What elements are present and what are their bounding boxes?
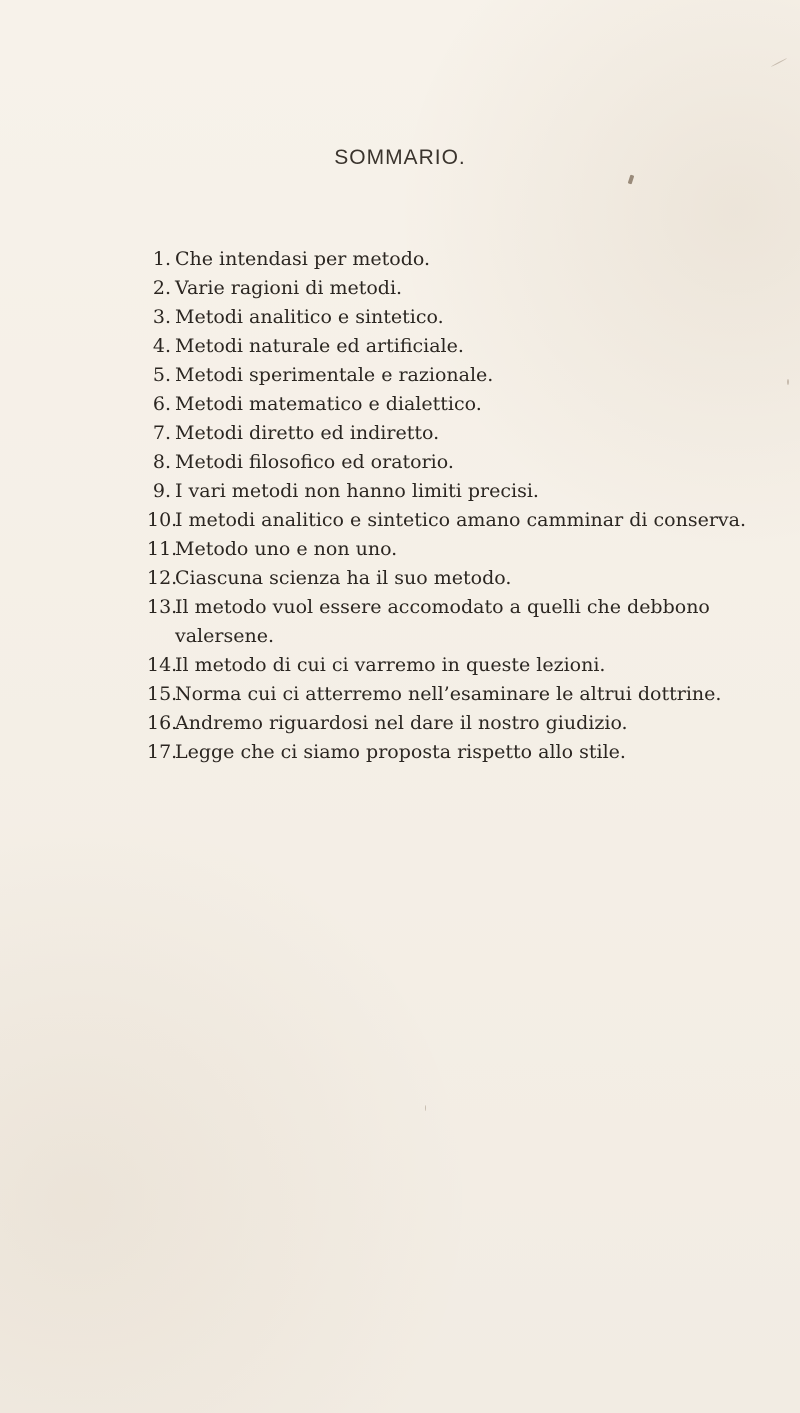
item-text: Metodi sperimentale e razionale.: [175, 364, 494, 386]
list-item: [152, 448, 765, 477]
item-number: 9.: [152, 480, 171, 502]
item-number: 13.: [147, 596, 178, 618]
item-number: 8.: [152, 451, 171, 473]
item-number: 17.: [147, 741, 178, 763]
item-text: Metodo uno e non uno.: [175, 538, 398, 560]
list-item: [147, 593, 765, 651]
item-number: 2.: [152, 277, 171, 299]
item-text: Il metodo vuol essere accomodato a quelli che debbono valersene.: [175, 596, 710, 647]
item-text: Che intendasi per metodo.: [175, 248, 431, 270]
list-item: [152, 390, 765, 419]
item-number: 7.: [152, 422, 171, 444]
item-text: I vari metodi non hanno limiti precisi.: [175, 480, 539, 502]
item-number: 12.: [147, 567, 178, 589]
paper-mark: [425, 1105, 426, 1111]
item-number: 5.: [152, 364, 171, 386]
item-text: Legge che ci siamo proposta rispetto allo stile.: [175, 741, 626, 763]
summary-list: [147, 245, 765, 767]
item-number: 14.: [147, 654, 178, 676]
item-text: Metodi matematico e dialettico.: [175, 393, 482, 415]
list-item: [147, 738, 765, 767]
list-item: [147, 709, 765, 738]
ink-mark: [628, 175, 635, 185]
item-number: 3.: [152, 306, 171, 328]
item-number: 11.: [147, 538, 178, 560]
item-number: 16.: [147, 712, 178, 734]
item-number: 1.: [152, 248, 171, 270]
list-item: [152, 303, 765, 332]
item-text: Ciascuna scienza ha il suo metodo.: [175, 567, 512, 589]
item-number: 4.: [152, 335, 171, 357]
paper-mark: [771, 58, 787, 67]
page-title: SOMMARIO.: [334, 146, 466, 169]
list-item: [147, 506, 765, 535]
item-text: Metodi naturale ed artificiale.: [175, 335, 464, 357]
list-item: [147, 651, 765, 680]
list-item: [152, 361, 765, 390]
item-text: Il metodo di cui ci varremo in queste lezioni.: [175, 654, 606, 676]
paper-mark: [787, 379, 789, 385]
item-text: Andremo riguardosi nel dare il nostro giudizio.: [175, 712, 628, 734]
item-text: Metodi analitico e sintetico.: [175, 306, 444, 328]
list-item: [152, 419, 765, 448]
list-item: [152, 274, 765, 303]
item-number: 10.: [147, 509, 178, 531]
list-item: [152, 477, 765, 506]
list-item: [152, 332, 765, 361]
item-text: Norma cui ci atterremo nell’esaminare le altrui dottrine.: [175, 683, 722, 705]
list-item: [147, 564, 765, 593]
item-text: Metodi diretto ed indiretto.: [175, 422, 440, 444]
item-text: Varie ragioni di metodi.: [175, 277, 403, 299]
list-item: [152, 245, 765, 274]
item-number: 6.: [152, 393, 171, 415]
item-text: Metodi filosofico ed oratorio.: [175, 451, 454, 473]
list-item: [147, 680, 765, 709]
list-item: [147, 535, 765, 564]
item-number: 15.: [147, 683, 178, 705]
item-text: I metodi analitico e sintetico amano camminar di conserva.: [175, 509, 747, 531]
